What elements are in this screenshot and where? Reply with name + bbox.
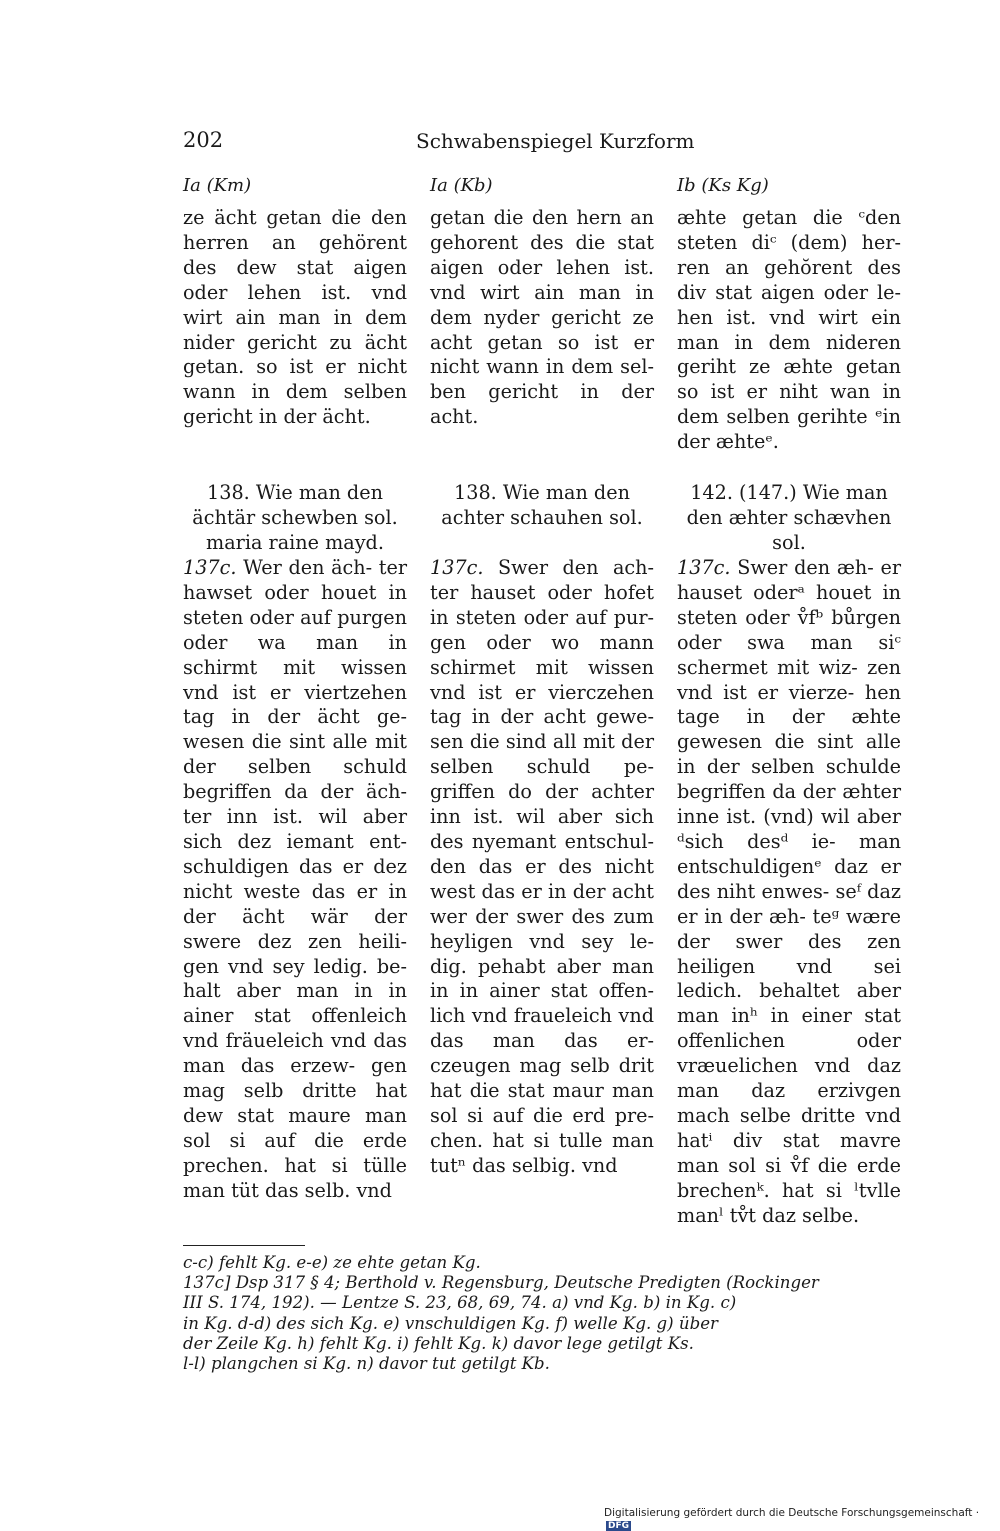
body-text: Wer den äch- ter hawset oder houet in steten oder auf purgen oder wa man in schirmt mit wissen vnd ist er viertzehen tag in der ächt ge- wesen die sint alle mit der selben schuld begriffen da der äch- ter inn ist. wil aber sich dez iemant ent- schuldigen das er dez nicht weste das er in der ächt wär der swere dez zen heili- gen vnd sey ledig. be- halt aber man in in ainer stat offenleich vnd fräueleich vnd das man das erzew- gen mag selb dritte hat dew stat maure man sol si auf die erde prechen. hat si tülle man tüt das selb. vnd — [183, 556, 407, 1202]
column-3-body — [677, 556, 901, 1228]
column-1-siglum: Ia (Km) — [183, 175, 252, 196]
page-number: 202 — [183, 128, 224, 152]
column-2-chapter-heading: 138. Wie man den achter schauhen sol. — [441, 481, 643, 529]
footnote-line: in Kg. d-d) des sich Kg. e) vnschuldigen Kg. f) welle Kg. g) über — [183, 1313, 718, 1333]
column-1-continuation: ze ächt getan die den herren an gehörent des dew stat aigen oder lehen ist. vnd wirt ain man in dem nider gericht zu ächt getan. so ist er nicht wann in dem selben gericht in der ächt. — [183, 206, 407, 429]
dfg-logo: DFG — [608, 1521, 630, 1531]
footnote-line: 137c] Dsp 317 § 4; Berthold v. Regensburg, Deutsche Predigten (Rockinger — [183, 1273, 819, 1293]
footnote-line: c-c) fehlt Kg. e-e) ze ehte getan Kg. — [183, 1253, 481, 1272]
section-marker: 137c. — [677, 556, 731, 579]
column-1-body — [183, 556, 407, 1204]
body-text: Swer den æh- er hauset oderᵃ houet in steten oder v̊fᵇ bůrgen oder swa man siᶜ schermet mit wiz- zen vnd ist er vierze- hen tage in der æhte gewesen die sint alle in der selben schulde begriffen da der æhter inne ist. (vnd) wil aber ᵈsich desᵈ ie- man entschuldigenᵉ daz er des niht enwes- seᶠ daz er in der æh- teᵍ wære der swer des zen heiligen vnd sei ledich. behaltet aber man inʰ in einer stat offenlichen oder vræuelichen vnd daz man daz erzivgen mach selbe dritte vnd hatⁱ div stat mavre man sol si v̊f die erde brechenᵏ. hat si ˡtvlle manˡ tv̊t daz selbe. — [677, 556, 901, 1227]
column-2-siglum: Ia (Kb) — [430, 175, 493, 196]
section-marker: 137c. — [183, 556, 237, 579]
column-3-chapter-heading: 142. (147.) Wie man den æhter schævhen sol. — [686, 481, 892, 554]
footnote-rule — [183, 1245, 305, 1246]
section-marker: 137c. — [430, 556, 484, 579]
footnotes — [183, 1253, 899, 1374]
column-1-chapter-heading: 138. Wie man den ächtär schewben sol. maria raine mayd. — [192, 481, 398, 554]
column-2-body — [430, 556, 654, 1179]
column-3-continuation: æhte getan die ᶜden steten diᶜ (dem) her- ren an gehŏrent des div stat aigen oder le- hen ist. vnd wirt ein man in dem nideren geriht ze æhte getan so ist er niht wan in dem selben gerihte ᵉin der æhteᵉ. — [677, 206, 901, 454]
running-title: Schwabenspiegel Kurzform — [416, 129, 695, 153]
footnote-line: l-l) plangchen si Kg. n) davor tut getilgt Kb. — [183, 1354, 550, 1374]
digitization-credit — [604, 1507, 1000, 1531]
body-text: Swer den ach- ter hauset oder hofet in steten oder auf pur- gen oder wo mann schirmet mit wissen vnd ist er vierczehen tag in der acht gewe- sen die sind all mit der selben schuld pe- griffen do der achter inn ist. wil aber sich des nyemant entschul- den das er des nicht west das er in der acht wer der swer des zum heyligen vnd sey le- dig. pehabt aber man in in ainer stat offen- lich vnd fraueleich vnd das man das er- czeugen mag selb drit hat die stat maur man sol si auf die erd pre- chen. hat si tulle man tutⁿ das selbig. vnd — [430, 556, 654, 1177]
footnote-line: III S. 174, 192). — Lentze S. 23, 68, 69, 74. a) vnd Kg. b) in Kg. c) — [183, 1293, 737, 1313]
footnote-line: der Zeile Kg. h) fehlt Kg. i) fehlt Kg. k) davor lege getilgt Ks. — [183, 1333, 694, 1353]
column-3-siglum: Ib (Ks Kg) — [677, 175, 769, 196]
column-2-continuation: getan die den hern an gehorent des die stat aigen oder lehen ist. vnd wirt ain man in dem nyder gericht ze acht getan so ist er nicht wann in dem sel- ben gericht in der acht. — [430, 206, 654, 429]
credit-text: Digitalisierung gefördert durch die Deutsche Forschungsgemeinschaft · — [604, 1507, 980, 1519]
